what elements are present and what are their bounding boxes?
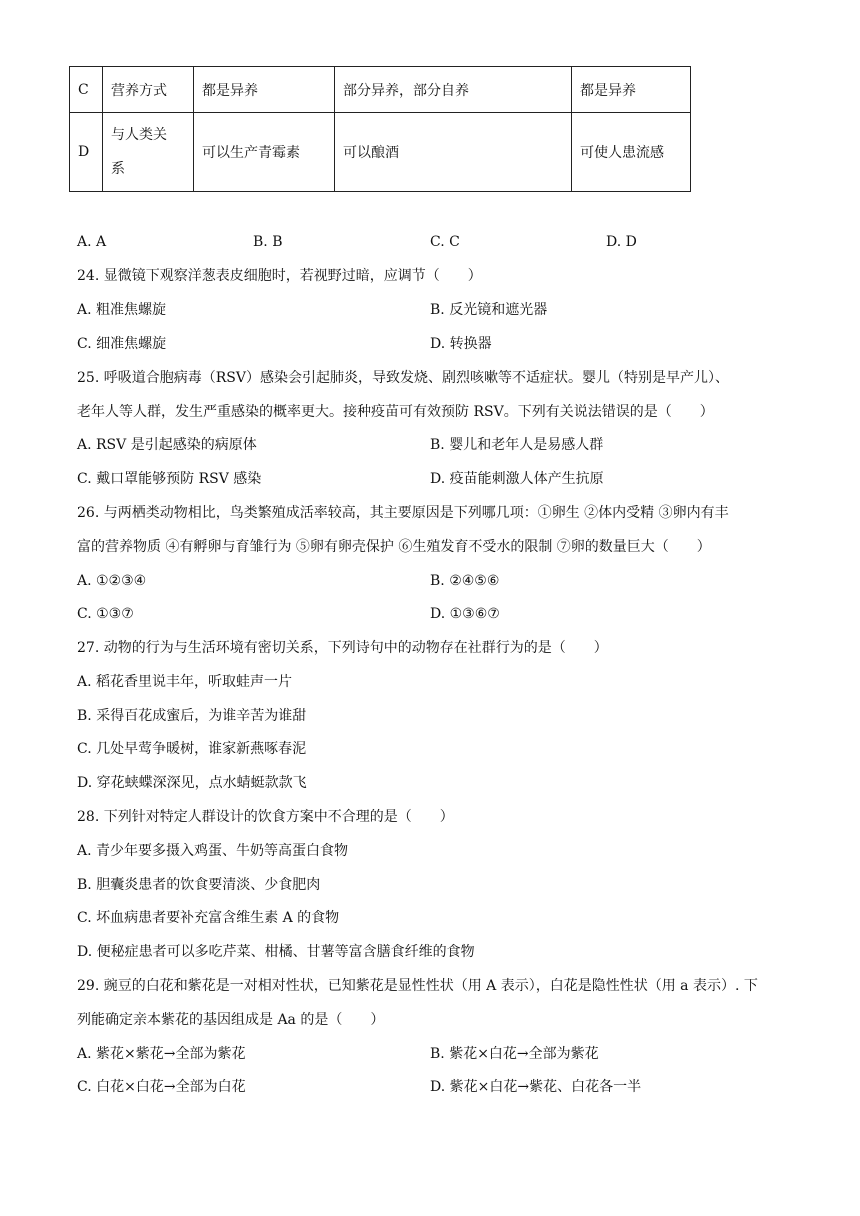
q27-option-c[interactable]: C. 几处早莺争暖树，谁家新燕啄春泥 xyxy=(77,741,307,757)
row-attribute xyxy=(103,113,194,192)
q26-stem-line2: 富的营养物质 ④有孵卵与育雏行为 ⑤卵有卵壳保护 ⑥生殖发育不受水的限制 ⑦卵的数量巨大（ ） xyxy=(77,539,711,555)
q27-option-d[interactable]: D. 穿花蛱蝶深深见，点水蜻蜓款款飞 xyxy=(77,775,307,791)
q25-option-c[interactable]: C. 戴口罩能够预防 RSV 感染 xyxy=(77,471,262,487)
q28-option-d[interactable]: D. 便秘症患者可以多吃芹菜、柑橘、甘薯等富含膳食纤维的食物 xyxy=(77,944,475,960)
q23-option-c[interactable]: C. C xyxy=(430,234,460,250)
q24-option-c[interactable]: C. 细准焦螺旋 xyxy=(77,336,167,352)
q23-option-b[interactable]: B. B xyxy=(253,234,283,250)
q29-stem-line2: 列能确定亲本紫花的基因组成是 Aa 的是（ ） xyxy=(77,1012,385,1028)
comparison-table xyxy=(69,66,691,192)
q27-stem: 27. 动物的行为与生活环境有密切关系，下列诗句中的动物存在社群行为的是（ ） xyxy=(77,640,608,656)
row-label: D xyxy=(70,113,103,192)
q28-option-c[interactable]: C. 坏血病患者要补充富含维生素 A 的食物 xyxy=(77,910,340,926)
q24-option-a[interactable]: A. 粗准焦螺旋 xyxy=(77,302,167,318)
q27-option-b[interactable]: B. 采得百花成蜜后，为谁辛苦为谁甜 xyxy=(77,708,307,724)
row-attribute: 营养方式 xyxy=(103,67,194,113)
q25-option-a[interactable]: A. RSV 是引起感染的病原体 xyxy=(77,437,257,453)
q26-option-c[interactable]: C. ①③⑦ xyxy=(77,606,134,622)
row-attribute-line1: 与人类关 xyxy=(111,127,167,143)
q26-option-a[interactable]: A. ①②③④ xyxy=(77,573,147,589)
table-cell: 可使人患流感 xyxy=(572,113,691,192)
q29-option-a[interactable]: A. 紫花×紫花→全部为紫花 xyxy=(77,1046,246,1062)
q29-stem-line1: 29. 豌豆的白花和紫花是一对相对性状，已知紫花是显性性状（用 A 表示），白花是隐性性状（用 a 表示）. 下 xyxy=(77,978,758,994)
q24-option-d[interactable]: D. 转换器 xyxy=(430,336,492,352)
table-cell: 都是异养 xyxy=(194,67,335,113)
table-cell: 部分异养，部分自养 xyxy=(335,67,572,113)
table-cell: 可以生产青霉素 xyxy=(194,113,335,192)
q25-option-d[interactable]: D. 疫苗能刺激人体产生抗原 xyxy=(430,471,604,487)
table-cell: 可以酿酒 xyxy=(335,113,572,192)
q29-option-b[interactable]: B. 紫花×白花→全部为紫花 xyxy=(430,1046,599,1062)
q26-stem-line1: 26. 与两栖类动物相比，鸟类繁殖成活率较高，其主要原因是下列哪几项：①卵生 ②体内受精 ③卵内有丰 xyxy=(77,505,729,521)
q26-option-d[interactable]: D. ①③⑥⑦ xyxy=(430,606,500,622)
row-attribute-line2: 系 xyxy=(111,161,125,177)
q28-option-b[interactable]: B. 胆囊炎患者的饮食要清淡、少食肥肉 xyxy=(77,877,321,893)
table-row xyxy=(70,113,691,192)
q28-stem: 28. 下列针对特定人群设计的饮食方案中不合理的是（ ） xyxy=(77,809,454,825)
q29-option-c[interactable]: C. 白花×白花→全部为白花 xyxy=(77,1079,246,1095)
q24-stem: 24. 显微镜下观察洋葱表皮细胞时，若视野过暗，应调节（ ） xyxy=(77,268,482,284)
q27-option-a[interactable]: A. 稻花香里说丰年，听取蛙声一片 xyxy=(77,674,293,690)
q29-option-d[interactable]: D. 紫花×白花→紫花、白花各一半 xyxy=(430,1079,642,1095)
q23-option-d[interactable]: D. D xyxy=(606,234,637,250)
q25-stem-line1: 25. 呼吸道合胞病毒（RSV）感染会引起肺炎，导致发烧、剧烈咳嗽等不适症状。婴儿（特别是早产儿）、 xyxy=(77,370,729,386)
table-cell: 都是异养 xyxy=(572,67,691,113)
table-row xyxy=(70,67,691,113)
q25-stem-line2: 老年人等人群，发生严重感染的概率更大。接种疫苗可有效预防 RSV。下列有关说法错误的是（ ） xyxy=(77,404,714,420)
row-label: C xyxy=(70,67,103,113)
q26-option-b[interactable]: B. ②④⑤⑥ xyxy=(430,573,500,589)
q28-option-a[interactable]: A. 青少年要多摄入鸡蛋、牛奶等高蛋白食物 xyxy=(77,843,349,859)
q24-option-b[interactable]: B. 反光镜和遮光器 xyxy=(430,302,548,318)
q25-option-b[interactable]: B. 婴儿和老年人是易感人群 xyxy=(430,437,604,453)
q23-option-a[interactable]: A. A xyxy=(77,234,107,250)
